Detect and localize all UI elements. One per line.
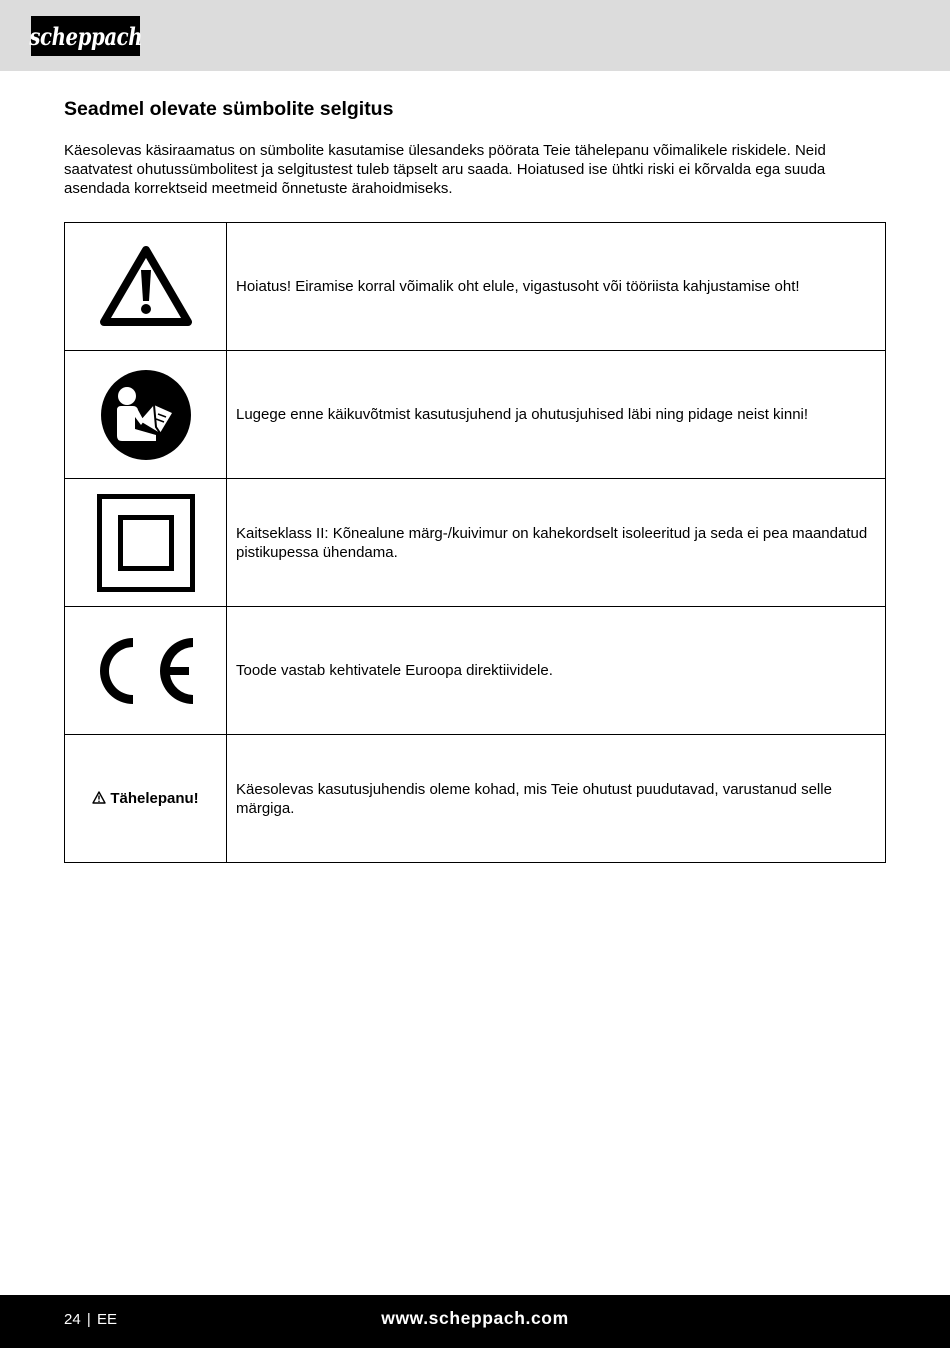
symbol-description: Lugege enne käikuvõtmist kasutusjuhend ja ohutusjuhised läbi ning pidage neist kinni! — [227, 351, 886, 479]
table-row — [65, 479, 886, 607]
language-code: EE — [96, 1311, 117, 1328]
header-band — [0, 0, 950, 71]
protection-class-ii-icon — [97, 494, 195, 592]
scheppach-logo: scheppach — [31, 16, 140, 56]
page-separator: | — [86, 1311, 91, 1328]
ce-mark-icon — [97, 636, 195, 706]
notice-label — [92, 790, 198, 807]
icon-cell — [65, 607, 227, 735]
table-row — [65, 351, 886, 479]
symbol-description: Toode vastab kehtivatele Euroopa direktiividele. — [227, 607, 886, 735]
small-warning-icon — [92, 791, 106, 804]
symbol-description: Kaitseklass II: Kõnealune märg-/kuivimur on kahekordselt isoleeritud ja seda ei pea maandatud pistikupessa ühendama. — [227, 479, 886, 607]
read-manual-icon — [100, 369, 192, 461]
table-row — [65, 735, 886, 863]
page-number: 24 — [64, 1311, 81, 1328]
notice-label-text: Tähelepanu! — [110, 789, 199, 807]
warning-triangle-icon — [98, 244, 194, 330]
symbol-description: Käesolevas kasutusjuhendis oleme kohad, mis Teie ohutust puudutavad, varustanud selle märgiga. — [227, 735, 886, 863]
icon-cell — [65, 735, 227, 863]
icon-cell — [65, 351, 227, 479]
symbol-table — [64, 222, 886, 863]
page-title: Seadmel olevate sümbolite selgitus — [64, 98, 394, 120]
table-row — [65, 607, 886, 735]
table-row — [65, 223, 886, 351]
footer-band — [0, 1295, 950, 1348]
intro-paragraph: Käesolevas käsiraamatus on sümbolite kasutamise ülesandeks pöörata Teie tähelepanu võimalikele riskidele. Neid saatvatest ohutussümbolitest ja selgitustest tuleb täpselt aru saada. Hoiatused ise ühtki riski ei kõrvalda ega suuda asendada korrektseid meetmeid õnnetuste ärahoidmiseks. — [64, 142, 826, 197]
icon-cell — [65, 223, 227, 351]
website-url: www.scheppach.com — [381, 1308, 569, 1328]
symbol-description: Hoiatus! Eiramise korral võimalik oht elule, vigastusoht või tööriista kahjustamise oht! — [227, 223, 886, 351]
icon-cell — [65, 479, 227, 607]
